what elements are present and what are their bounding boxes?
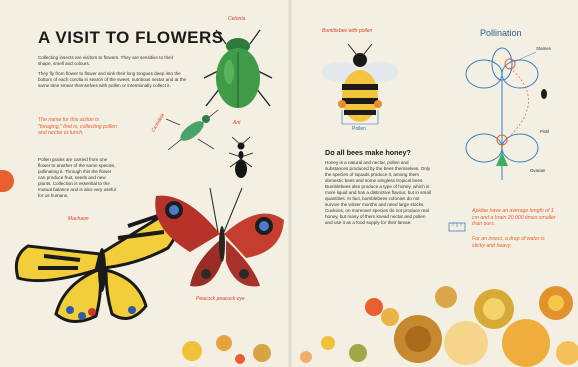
- apidae-fact: Apidae have an average length of 1 cm and a brain 20,000 times smaller than ours.: [472, 208, 556, 228]
- peacock-butterfly-illustration: [150, 182, 290, 292]
- cetonia-label: Cetonia: [228, 16, 246, 22]
- ruler-icon: [448, 220, 466, 236]
- pollination-title: Pollination: [480, 28, 522, 38]
- bumblebee-caption: Bumblebee with pollen: [322, 28, 373, 34]
- cicindela-label: Cicindela: [150, 112, 167, 134]
- machaon-label: Machaon: [68, 216, 89, 222]
- bumblebee-illustration: [320, 40, 400, 130]
- honey-heading: Do all bees make honey?: [325, 148, 411, 157]
- pollen-grains-decoration-left: [178, 325, 278, 365]
- pistil-label: Pistil: [540, 129, 550, 134]
- ant-illustration: [226, 135, 256, 185]
- ovarian-label: Ovarian: [530, 168, 546, 173]
- pollen-grains-decoration: [298, 257, 578, 367]
- pollen-label: Pollen: [352, 126, 366, 132]
- intro-paragraph-1: Collecting insects are visitors to flowers. They are sensitive to their shape, smell and colours.: [38, 55, 174, 66]
- cicindela-illustration: [158, 105, 228, 155]
- intro-paragraph-2: They fly from flower to flower and sink their long tongues deep into the bottom of each corolla in search of the sweet, nutritious nectar and at the same time smear themselves with pollen or intentionally collect it.: [38, 71, 187, 88]
- ant-label: Ant: [233, 120, 241, 126]
- pollen-paragraph: Pollen grains are carried from one flower to another of the same species, pollinating it. Through this the flower can produce fruit, seeds and new plants. Collection is essential to the mutual balance and is also very useful for us humans.: [38, 157, 116, 198]
- page-title: A VISIT TO FLOWERS: [38, 28, 224, 47]
- honey-paragraph: Honey is a natural and nectar, pollen and substances produced by the bees themselves. Only the species of squads produce it, among them domestic bees and some wingless tropical bees. Bumblebees also produce a type of honey, which is more liquid and has a distinctive flavour, but in small quantities. In fact, bumblebees colonies do not survive the winter months and need large stocks. Cuckoos, on moreover species do not produce real honey, but many of them knead nectar and pollen and use it as a food supply for their larvae.: [325, 160, 431, 225]
- foraging-note: The name for this action is "foraging," that is, collecting pollen and nectar to lunch.: [38, 117, 117, 137]
- water-drop-fact: For an insect, a drop of water is sticky and heavy.: [472, 236, 545, 249]
- stamen-label: Stamen: [536, 46, 552, 51]
- peacock-label: Peacock peacock eye: [196, 296, 245, 302]
